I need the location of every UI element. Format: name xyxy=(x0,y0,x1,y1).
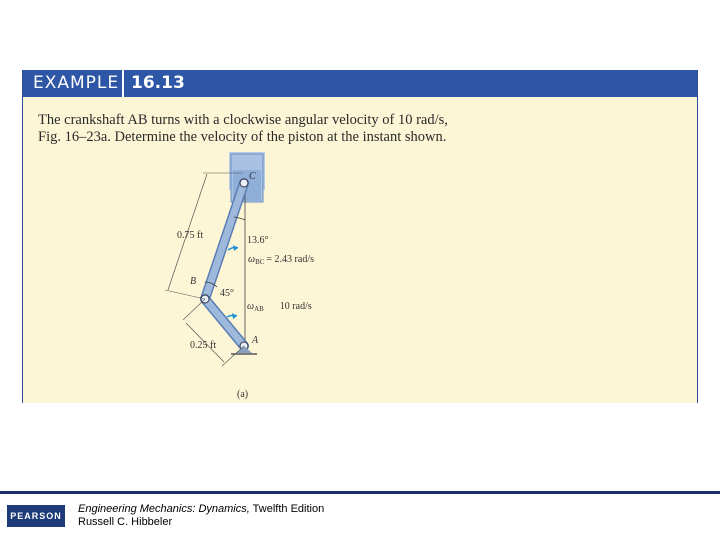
problem-line-1: The crankshaft AB turns with a clockwise angular velocity of 10 rad/s, xyxy=(38,112,448,128)
pin-c xyxy=(240,179,248,187)
omega-ab-value: 10 rad/s xyxy=(279,301,312,312)
label-omega-ab xyxy=(247,301,312,313)
label-c: C xyxy=(249,171,256,182)
connecting-rod-bc-fill xyxy=(205,183,244,299)
dim-ext-b xyxy=(165,290,205,299)
footer-citation xyxy=(78,503,324,529)
omega-ab-symbol: ω xyxy=(247,301,255,312)
label-angle-bc: 13.6° xyxy=(247,235,269,246)
omega-ab-subscript: AB xyxy=(254,305,264,313)
label-b: B xyxy=(190,276,197,287)
omega-bc-subscript: BC xyxy=(255,258,265,266)
example-box xyxy=(22,70,698,403)
example-number: 16.13 xyxy=(131,73,185,93)
omega-bc-symbol: ω xyxy=(248,254,256,265)
footer-title-line xyxy=(78,503,324,516)
footer-divider xyxy=(0,491,720,494)
label-angle-ab: 45° xyxy=(220,288,234,299)
dim-ext-a xyxy=(222,346,244,366)
omega-ab-arrowhead xyxy=(232,313,237,319)
book-title: Engineering Mechanics: Dynamics, xyxy=(78,503,250,515)
dim-ext-b2 xyxy=(183,299,205,320)
crank-ab-fill xyxy=(205,299,244,346)
figure-caption: (a) xyxy=(237,389,249,400)
problem-line-2: Fig. 16–23a. Determine the velocity of the piston at the instant shown. xyxy=(38,129,447,145)
omega-bc-value: = 2.43 rad/s xyxy=(266,254,314,265)
label-a: A xyxy=(252,335,259,346)
omega-bc-arrowhead xyxy=(233,245,238,251)
label-length-ab: 0.25 ft xyxy=(190,340,217,351)
crankshaft-figure xyxy=(23,70,697,403)
label-length-bc: 0.75 ft xyxy=(177,230,204,241)
example-label: EXAMPLE xyxy=(33,73,120,93)
book-edition: Twelfth Edition xyxy=(249,503,325,515)
pearson-logo: PEARSON xyxy=(7,505,65,527)
book-author: Russell C. Hibbeler xyxy=(78,516,173,528)
label-omega-bc xyxy=(248,254,314,266)
